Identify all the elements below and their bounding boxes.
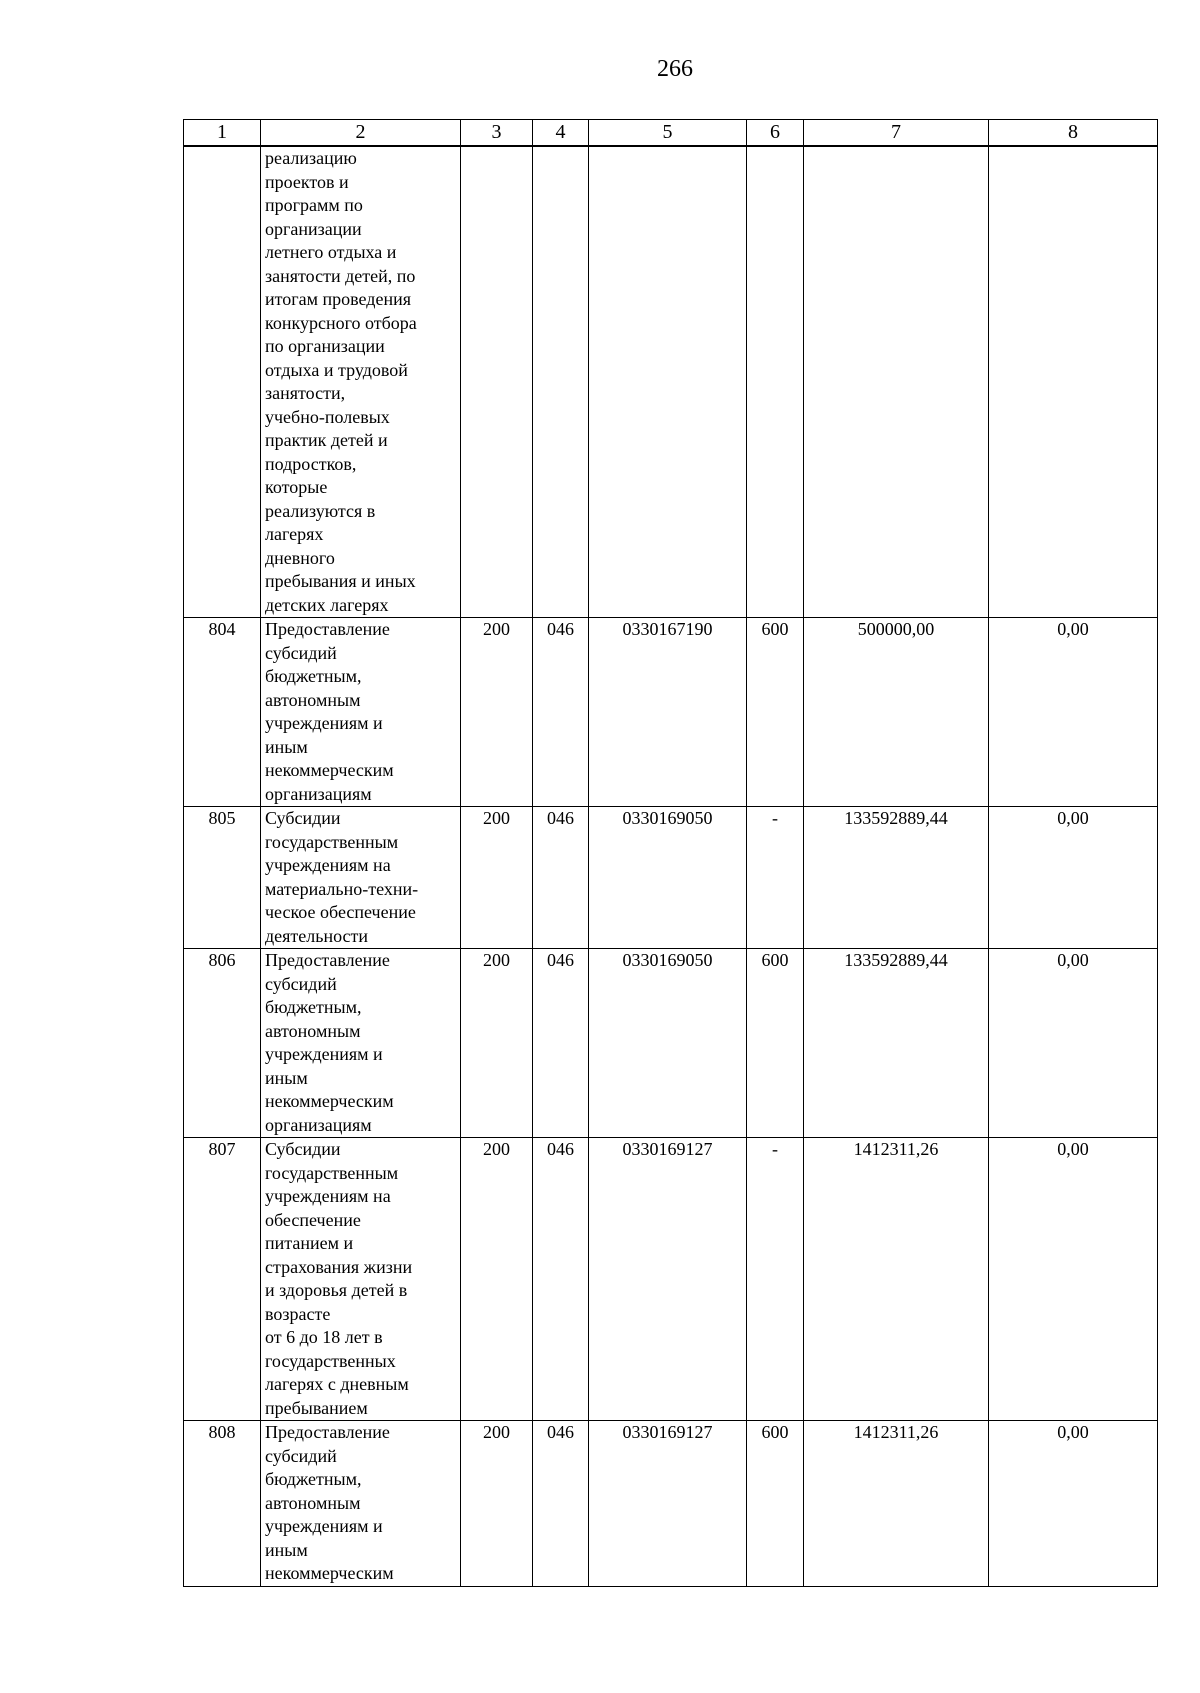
row-col-5: 0330169127 xyxy=(589,1421,747,1587)
row-col-4: 046 xyxy=(533,807,589,949)
row-col-4: 046 xyxy=(533,1138,589,1421)
row-col-8: 0,00 xyxy=(989,949,1158,1138)
row-number: 806 xyxy=(184,949,261,1138)
row-description: Предоставление субсидий бюджетным, автономным учреждениям и иным некоммерческим организациям xyxy=(261,618,461,807)
row-description: реализацию проектов и программ по организации летнего отдыха и занятости детей, по итогам проведения конкурсного отбора по организации отдыха и трудовой занятости, учебно-полевых практик детей и подростков, которые реализуются в лагерях дневного пребывания и иных детских лагерях xyxy=(261,146,461,618)
table-row xyxy=(184,1421,1158,1587)
table-row xyxy=(184,146,1158,618)
row-col-4: 046 xyxy=(533,618,589,807)
header-col-3: 3 xyxy=(461,120,533,147)
row-col-8: 0,00 xyxy=(989,1138,1158,1421)
header-col-6: 6 xyxy=(747,120,804,147)
row-col-4: 046 xyxy=(533,1421,589,1587)
row-col-7: 133592889,44 xyxy=(804,807,989,949)
row-col-6 xyxy=(747,146,804,618)
header-row xyxy=(184,120,1158,147)
row-col-7: 1412311,26 xyxy=(804,1138,989,1421)
row-col-3: 200 xyxy=(461,807,533,949)
header-col-7: 7 xyxy=(804,120,989,147)
row-col-4 xyxy=(533,146,589,618)
page-number-text: 266 xyxy=(657,56,693,82)
row-number: 804 xyxy=(184,618,261,807)
row-col-3: 200 xyxy=(461,949,533,1138)
row-col-7: 133592889,44 xyxy=(804,949,989,1138)
row-col-3: 200 xyxy=(461,618,533,807)
row-col-8: 0,00 xyxy=(989,807,1158,949)
row-number xyxy=(184,146,261,618)
row-description: Субсидии государственным учреждениям на материально-техни- ческое обеспечение деятельности xyxy=(261,807,461,949)
row-col-3: 200 xyxy=(461,1138,533,1421)
row-col-5: 0330167190 xyxy=(589,618,747,807)
budget-table xyxy=(183,119,1158,1587)
header-col-8: 8 xyxy=(989,120,1158,147)
row-col-3 xyxy=(461,146,533,618)
row-description: Предоставление субсидий бюджетным, автономным учреждениям и иным некоммерческим организациям xyxy=(261,949,461,1138)
table-row xyxy=(184,1138,1158,1421)
row-col-6: - xyxy=(747,807,804,949)
row-col-8 xyxy=(989,146,1158,618)
row-number: 807 xyxy=(184,1138,261,1421)
row-col-5: 0330169127 xyxy=(589,1138,747,1421)
page-number xyxy=(0,56,1200,83)
row-col-6: 600 xyxy=(747,949,804,1138)
header-col-4: 4 xyxy=(533,120,589,147)
table-row xyxy=(184,949,1158,1138)
header-col-1: 1 xyxy=(184,120,261,147)
row-number: 808 xyxy=(184,1421,261,1587)
header-col-2: 2 xyxy=(261,120,461,147)
row-col-6: 600 xyxy=(747,1421,804,1587)
table-row xyxy=(184,807,1158,949)
row-col-8: 0,00 xyxy=(989,1421,1158,1587)
row-col-4: 046 xyxy=(533,949,589,1138)
row-col-7: 1412311,26 xyxy=(804,1421,989,1587)
row-col-7 xyxy=(804,146,989,618)
row-col-5: 0330169050 xyxy=(589,807,747,949)
header-col-5: 5 xyxy=(589,120,747,147)
row-col-5: 0330169050 xyxy=(589,949,747,1138)
row-description: Предоставление субсидий бюджетным, автономным учреждениям и иным некоммерческим xyxy=(261,1421,461,1587)
row-col-3: 200 xyxy=(461,1421,533,1587)
row-col-5 xyxy=(589,146,747,618)
table-row xyxy=(184,618,1158,807)
row-col-6: - xyxy=(747,1138,804,1421)
row-col-6: 600 xyxy=(747,618,804,807)
row-description: Субсидии государственным учреждениям на обеспечение питанием и страхования жизни и здоровья детей в возрасте от 6 до 18 лет в государственных лагерях с дневным пребыванием xyxy=(261,1138,461,1421)
row-col-7: 500000,00 xyxy=(804,618,989,807)
row-number: 805 xyxy=(184,807,261,949)
row-col-8: 0,00 xyxy=(989,618,1158,807)
